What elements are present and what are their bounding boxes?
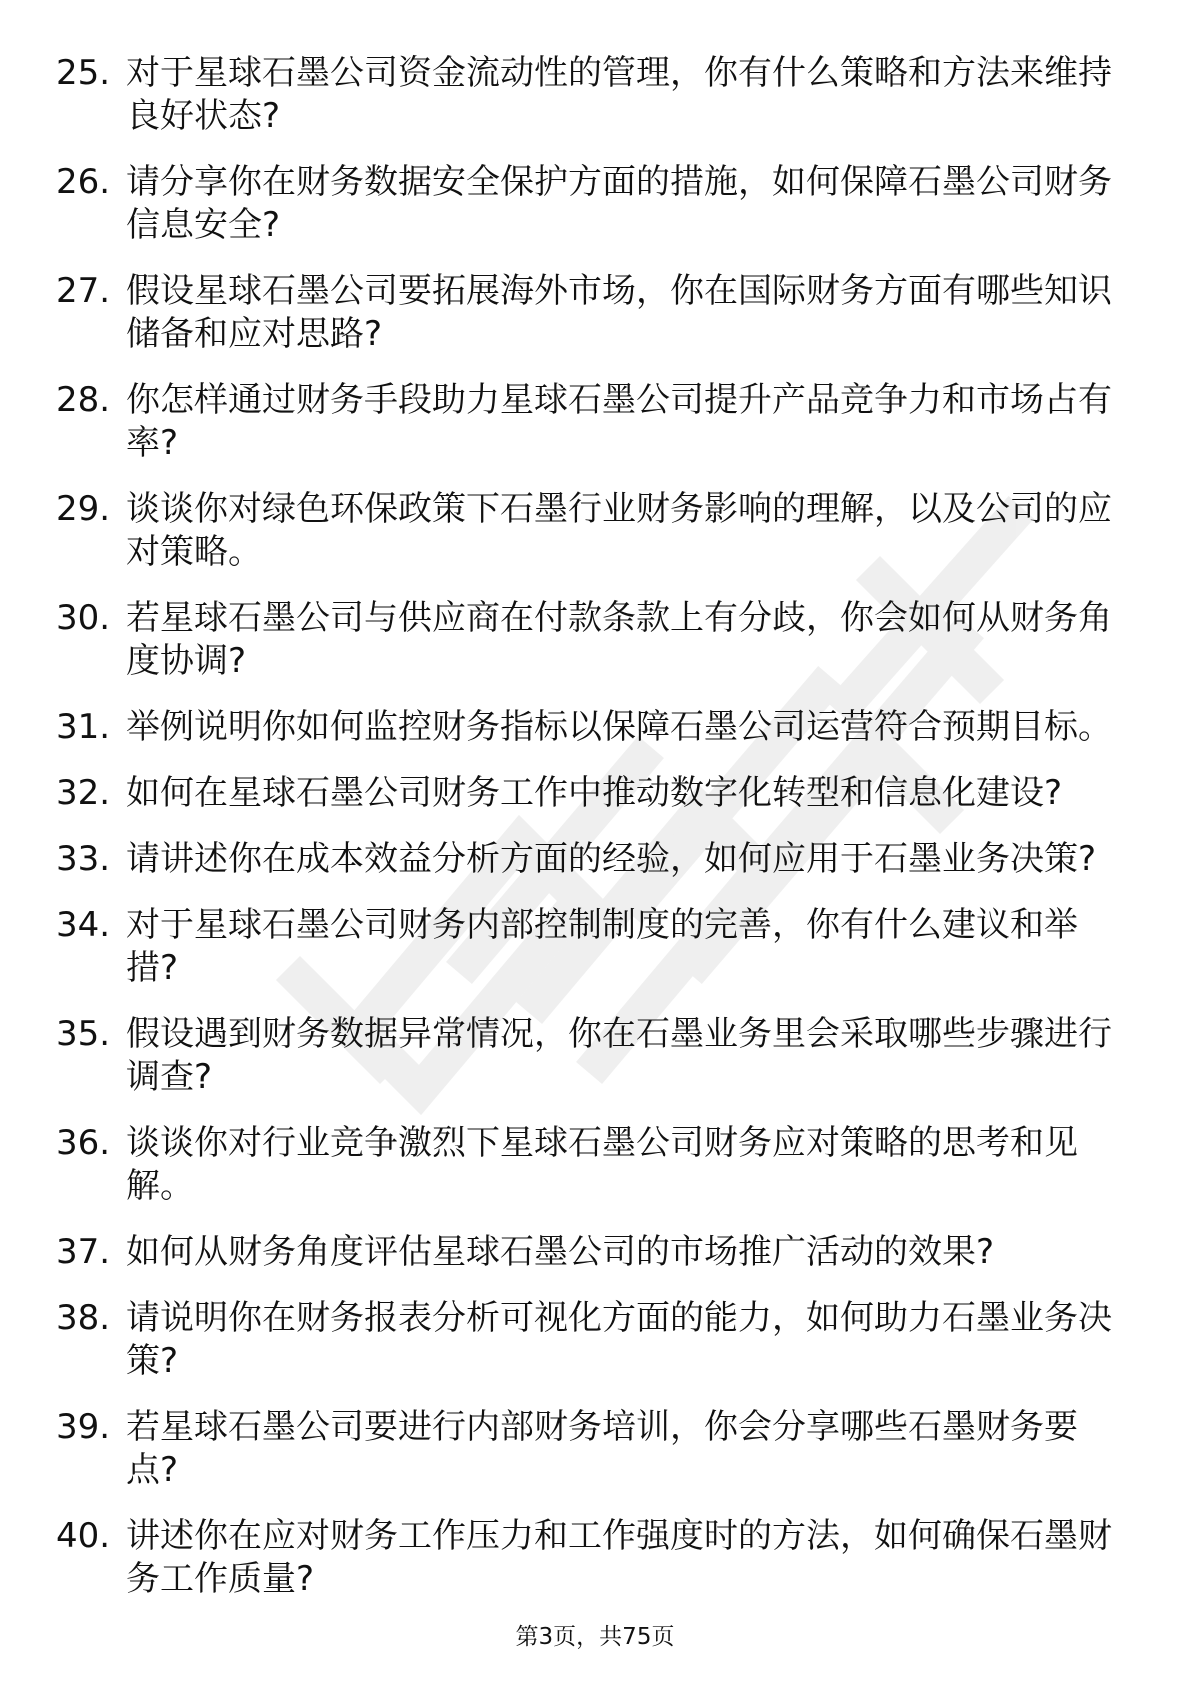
- question-number: 39.: [56, 1407, 111, 1447]
- question-list: [56, 52, 1116, 1624]
- question-number: 28.: [56, 380, 111, 420]
- question-number: 29.: [56, 489, 111, 529]
- question-text: 请分享你在财务数据安全保护方面的措施，如何保障石墨公司财务信息安全?: [126, 162, 1112, 245]
- question-number: 27.: [56, 271, 111, 311]
- question-text: 讲述你在应对财务工作压力和工作强度时的方法，如何确保石墨财务工作质量?: [126, 1516, 1112, 1599]
- question-number: 32.: [56, 773, 111, 813]
- question-item: [56, 1297, 1116, 1383]
- question-item: [56, 1515, 1116, 1601]
- page-footer: 第3页，共75页: [515, 1624, 675, 1650]
- question-text: 若星球石墨公司与供应商在付款条款上有分歧，你会如何从财务角度协调?: [126, 598, 1112, 681]
- question-text: 对于星球石墨公司财务内部控制制度的完善，你有什么建议和举措?: [126, 905, 1078, 988]
- question-item: [56, 488, 1116, 574]
- question-item: [56, 1122, 1116, 1208]
- question-text: 假设遇到财务数据异常情况，你在石墨业务里会采取哪些步骤进行调查?: [126, 1014, 1112, 1097]
- question-text: 请说明你在财务报表分析可视化方面的能力，如何助力石墨业务决策?: [126, 1298, 1112, 1381]
- question-item: [56, 52, 1116, 138]
- question-item: [56, 161, 1116, 247]
- question-number: 31.: [56, 707, 111, 747]
- question-item: [56, 379, 1116, 465]
- question-number: 30.: [56, 598, 111, 638]
- question-item: [56, 1231, 1116, 1274]
- question-text: 请讲述你在成本效益分析方面的经验，如何应用于石墨业务决策?: [126, 839, 1097, 879]
- question-text: 若星球石墨公司要进行内部财务培训，你会分享哪些石墨财务要点?: [126, 1407, 1078, 1490]
- question-item: [56, 270, 1116, 356]
- question-text: 你怎样通过财务手段助力星球石墨公司提升产品竞争力和市场占有率?: [126, 380, 1112, 463]
- question-number: 36.: [56, 1123, 111, 1163]
- question-item: [56, 838, 1116, 881]
- question-number: 37.: [56, 1232, 111, 1272]
- question-text: 对于星球石墨公司资金流动性的管理，你有什么策略和方法来维持良好状态?: [126, 53, 1112, 136]
- question-item: [56, 706, 1116, 749]
- question-number: 33.: [56, 839, 111, 879]
- question-item: [56, 904, 1116, 990]
- question-item: [56, 772, 1116, 815]
- question-number: 35.: [56, 1014, 111, 1054]
- question-item: [56, 1013, 1116, 1099]
- question-text: 谈谈你对绿色环保政策下石墨行业财务影响的理解，以及公司的应对策略。: [126, 489, 1112, 572]
- question-text: 如何从财务角度评估星球石墨公司的市场推广活动的效果?: [126, 1232, 995, 1272]
- question-number: 26.: [56, 162, 111, 202]
- question-text: 举例说明你如何监控财务指标以保障石墨公司运营符合预期目标。: [126, 707, 1112, 747]
- question-text: 假设星球石墨公司要拓展海外市场，你在国际财务方面有哪些知识储备和应对思路?: [126, 271, 1112, 354]
- question-text: 如何在星球石墨公司财务工作中推动数字化转型和信息化建设?: [126, 773, 1063, 813]
- question-item: [56, 597, 1116, 683]
- question-number: 40.: [56, 1516, 111, 1556]
- question-number: 25.: [56, 53, 111, 93]
- question-item: [56, 1406, 1116, 1492]
- question-number: 38.: [56, 1298, 111, 1338]
- question-text: 谈谈你对行业竞争激烈下星球石墨公司财务应对策略的思考和见解。: [126, 1123, 1078, 1206]
- question-number: 34.: [56, 905, 111, 945]
